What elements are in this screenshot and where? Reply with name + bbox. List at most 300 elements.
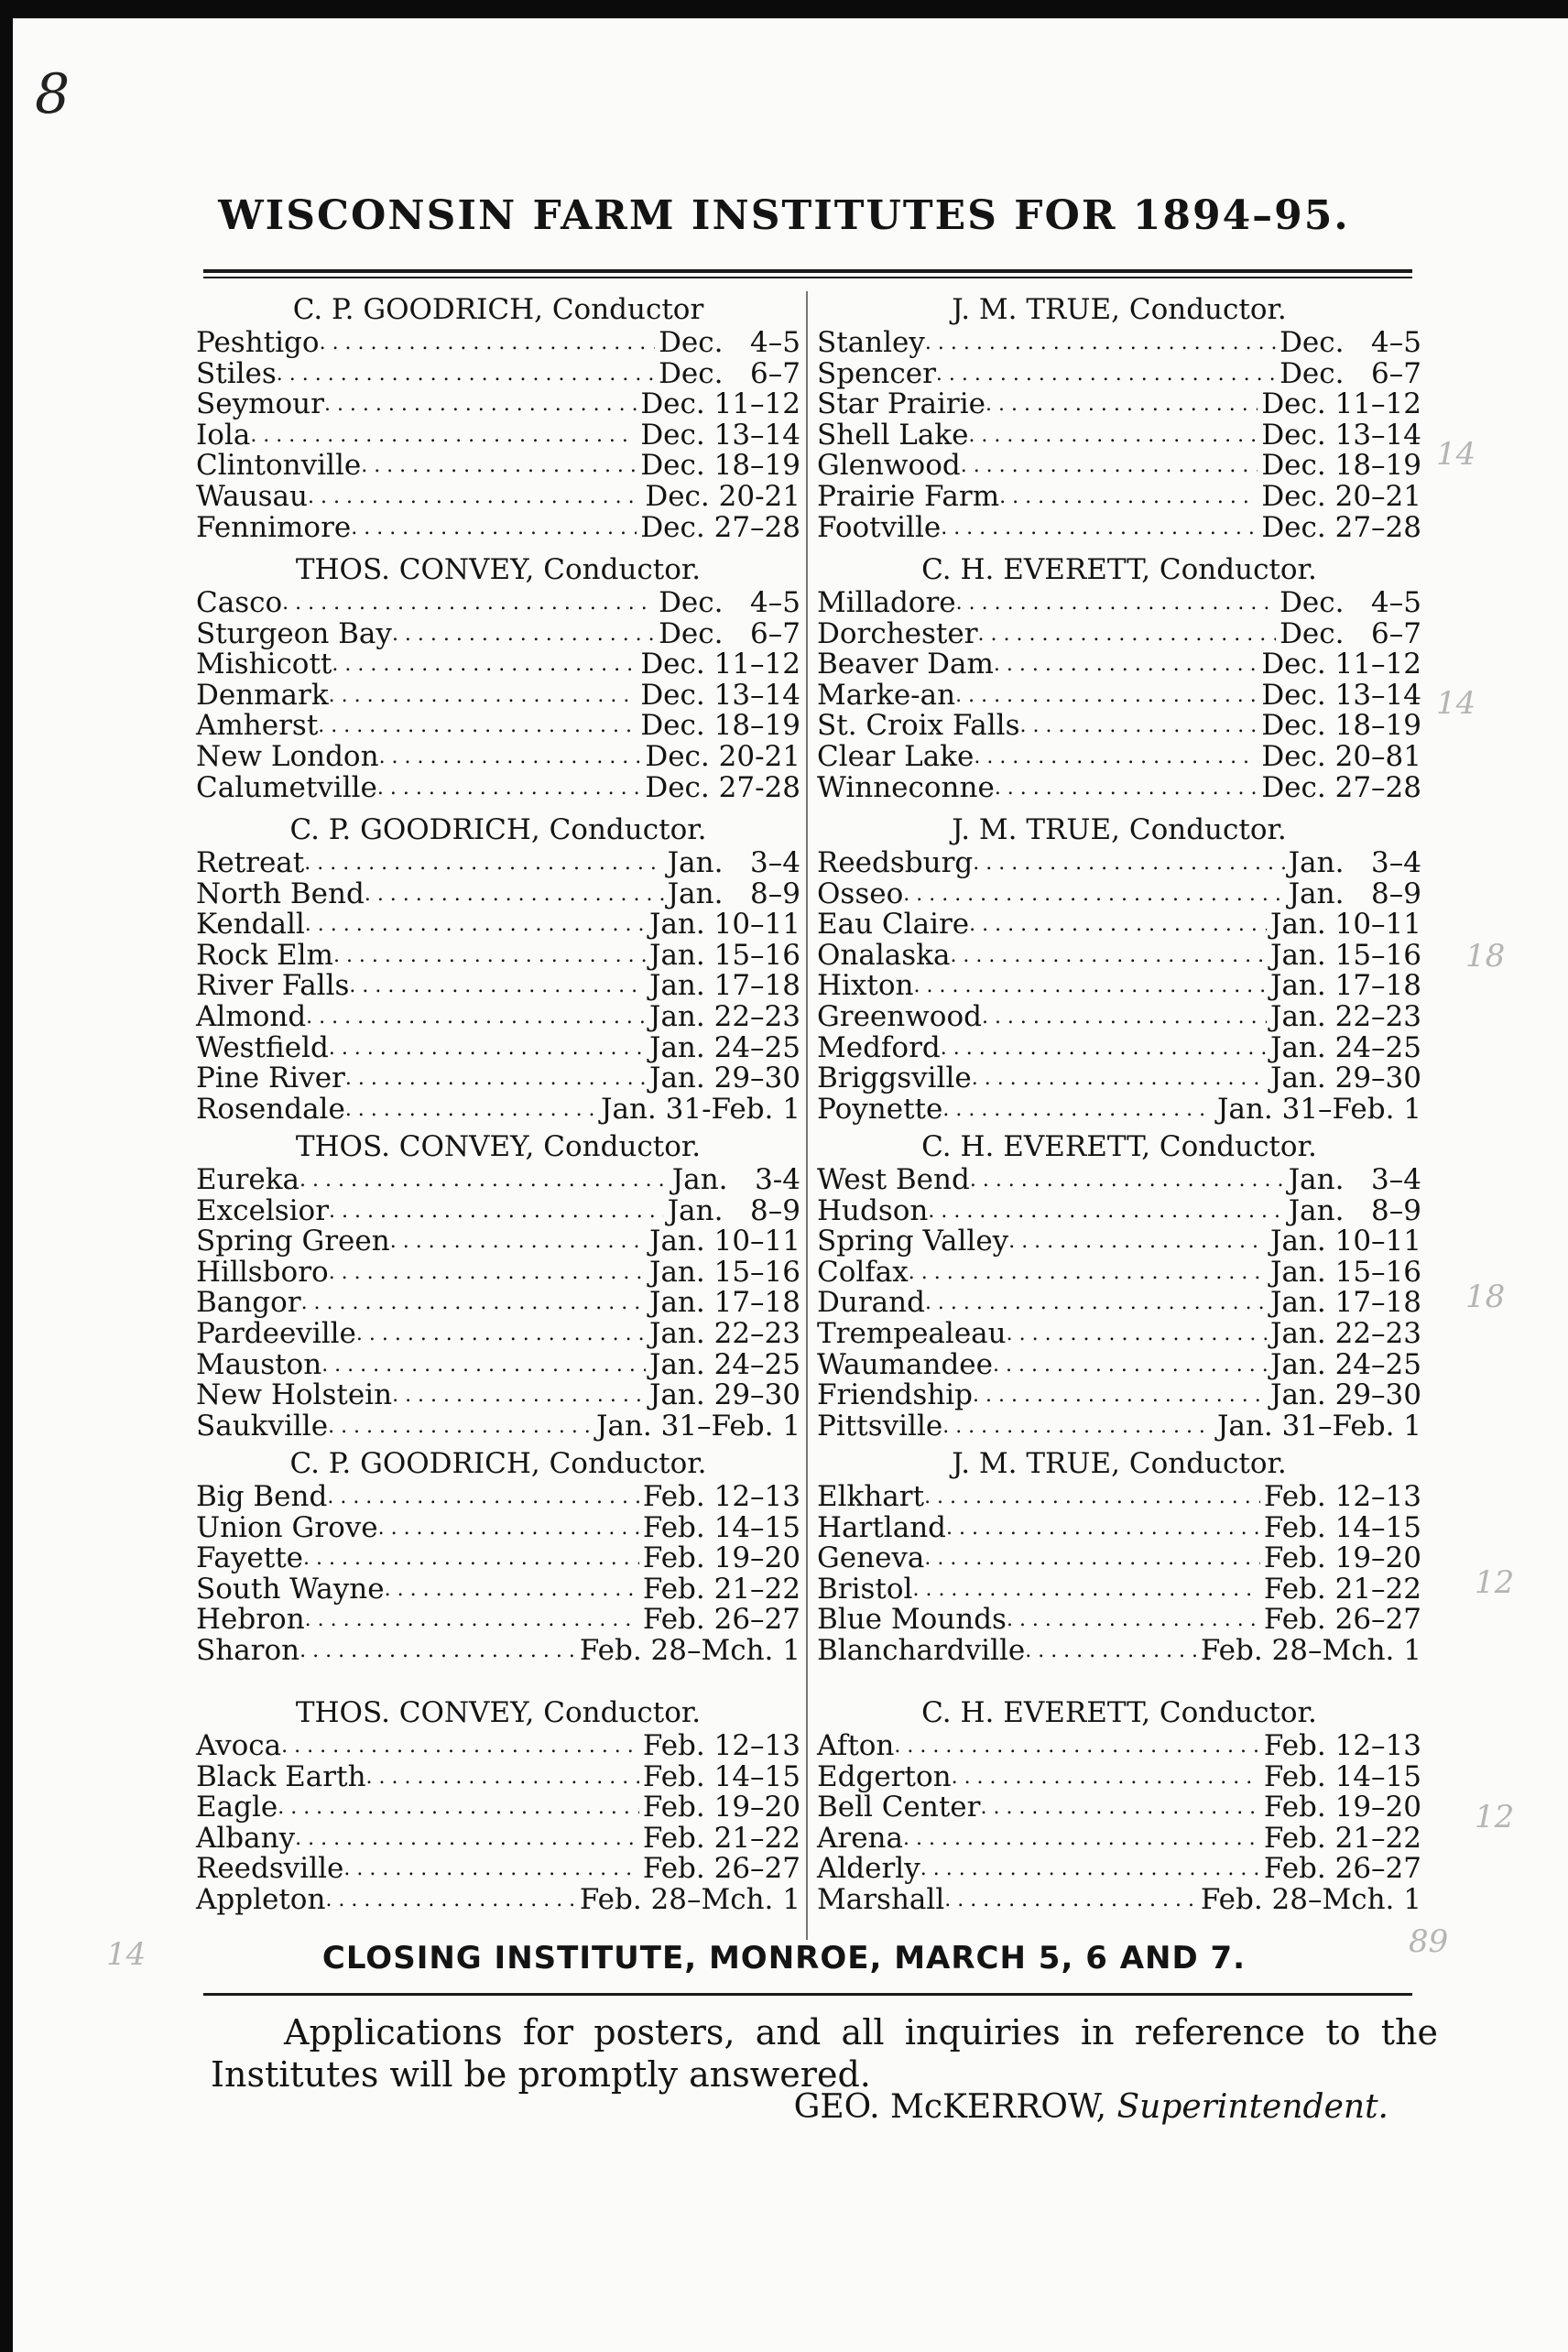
institute-dates: Jan. 17–18	[649, 1286, 800, 1320]
institute-dates: Jan. 3–4	[1288, 846, 1421, 879]
town-name: Spring Green	[196, 1225, 390, 1258]
institute-entry	[817, 616, 1421, 650]
town-name: Pine River	[196, 1062, 345, 1095]
leader-dots	[972, 1061, 1267, 1094]
top-rule-thin	[203, 277, 1412, 278]
institute-entry	[817, 879, 1421, 910]
institute-dates: Jan. 24–25	[649, 1347, 800, 1381]
town-name: Beaver Dam	[817, 648, 994, 681]
institute-dates: Feb. 19–20	[1263, 1791, 1421, 1824]
town-name: Mishicott	[196, 648, 332, 681]
town-name: Reedsville	[196, 1852, 344, 1886]
institute-dates: Jan. 8–9	[1288, 877, 1421, 910]
leader-dots	[1019, 708, 1258, 742]
leader-dots	[299, 1162, 669, 1196]
institute-dates: Dec. 13–14	[640, 418, 800, 452]
town-name: Excelsior	[196, 1193, 330, 1227]
leader-dots	[305, 1602, 639, 1636]
institute-entry	[196, 328, 800, 359]
leader-dots	[277, 356, 655, 390]
institute-dates: Jan. 15–16	[649, 938, 800, 972]
institute-entry	[817, 1854, 1421, 1885]
leader-dots	[968, 418, 1258, 452]
leader-dots	[365, 877, 664, 910]
institute-entry	[817, 1605, 1421, 1636]
institute-dates: Dec. 11–12	[1261, 648, 1421, 681]
institute-entry	[817, 356, 1421, 390]
institute-dates: Dec. 13–14	[1261, 418, 1421, 452]
right-section-0	[817, 291, 1421, 543]
institute-entry	[196, 739, 800, 773]
institute-dates: Feb. 21–22	[1263, 1821, 1421, 1855]
leader-dots	[942, 1092, 1214, 1126]
institute-dates: Jan. 31–Feb. 1	[1217, 1409, 1421, 1443]
pencil-mark: 14	[1436, 436, 1476, 473]
institute-entry	[817, 479, 1421, 513]
institute-entry	[817, 711, 1421, 742]
institute-dates: Feb. 28–Mch. 1	[579, 1633, 800, 1667]
leader-dots	[320, 325, 655, 359]
institute-dates: Dec. 4–5	[659, 326, 800, 359]
institute-entry	[817, 389, 1421, 420]
town-name: Westfield	[196, 1030, 329, 1064]
town-name: Poynette	[817, 1092, 943, 1126]
institute-dates: Jan. 8–9	[667, 1193, 800, 1227]
leader-dots	[925, 1285, 1267, 1319]
institute-entry	[817, 1792, 1421, 1824]
conductor-heading: J. M. TRUE, Conductor.	[952, 813, 1287, 846]
left-section-4	[196, 1445, 800, 1667]
town-name: Rock Elm	[196, 938, 333, 972]
institute-dates: Feb. 28–Mch. 1	[1200, 1882, 1421, 1916]
top-rule-thick	[203, 269, 1412, 273]
institute-dates: Jan. 29–30	[1270, 1062, 1421, 1095]
institute-dates: Jan. 10–11	[1270, 1225, 1421, 1258]
conductor-heading: J. M. TRUE, Conductor.	[952, 1447, 1287, 1480]
institute-entry	[196, 1094, 800, 1126]
leader-dots	[944, 1882, 1197, 1916]
town-name: Spencer	[817, 356, 936, 390]
leader-dots	[942, 1409, 1214, 1443]
institute-dates: Dec. 6–7	[1279, 616, 1421, 650]
institute-entry	[817, 1347, 1421, 1381]
institute-dates: Jan. 17–18	[1270, 969, 1421, 1003]
leader-dots	[281, 1728, 639, 1762]
signature-title: Superintendent.	[1116, 2088, 1388, 2126]
leader-dots	[303, 1541, 639, 1574]
town-name: Milladore	[817, 586, 956, 619]
town-name: Casco	[196, 586, 283, 619]
institute-dates: Jan. 15–16	[649, 1255, 800, 1289]
institute-entry	[196, 1193, 800, 1227]
leader-dots	[325, 1882, 575, 1916]
right-section-4	[817, 1445, 1421, 1667]
institute-dates: Dec. 11–12	[1261, 387, 1421, 421]
leader-dots	[952, 1759, 1260, 1793]
left-section-5	[196, 1694, 800, 1916]
leader-dots	[304, 845, 664, 879]
conductor-heading: C. H. EVERETT, Conductor.	[921, 1130, 1317, 1163]
town-name: North Bend	[196, 877, 365, 910]
town-name: Star Prairie	[817, 387, 986, 421]
institute-dates: Jan. 31–Feb. 1	[1217, 1092, 1421, 1126]
town-name: Wausau	[196, 479, 308, 513]
town-name: Colfax	[817, 1255, 909, 1289]
institute-dates: Dec. 11–12	[640, 648, 800, 681]
institute-entry	[817, 1821, 1421, 1855]
town-name: Hartland	[817, 1510, 946, 1544]
town-name: Hudson	[817, 1193, 929, 1227]
town-name: Mauston	[196, 1347, 322, 1381]
leader-dots	[345, 1061, 646, 1094]
town-name: Edgerton	[817, 1759, 952, 1793]
leader-dots	[361, 448, 637, 482]
leader-dots	[392, 1377, 646, 1411]
institute-dates: Jan. 17–18	[1270, 1286, 1421, 1320]
conductor-heading: C. H. EVERETT, Conductor.	[921, 1696, 1317, 1729]
left-section-0	[196, 291, 800, 543]
institute-entry	[196, 1821, 800, 1855]
leader-dots	[1007, 1316, 1267, 1350]
institute-entry	[196, 971, 800, 1002]
institute-dates: Dec. 27–28	[1261, 770, 1421, 804]
leader-dots	[390, 1224, 646, 1258]
institute-entry	[196, 1316, 800, 1350]
institute-entry	[196, 1792, 800, 1824]
pencil-mark: 14	[1436, 685, 1476, 722]
institute-dates: Jan. 17–18	[649, 969, 800, 1003]
town-name: Hillsboro	[196, 1255, 329, 1289]
institute-entry	[817, 1731, 1421, 1762]
town-name: Amherst	[196, 709, 319, 743]
institute-dates: Jan. 10–11	[649, 908, 800, 942]
town-name: Marke-an	[817, 678, 956, 712]
institute-entry	[817, 909, 1421, 941]
leader-dots	[295, 1821, 639, 1855]
left-section-1	[196, 551, 800, 803]
right-section-3	[817, 1128, 1421, 1442]
institute-entry	[196, 938, 800, 972]
institute-dates: Dec. 27-28	[645, 770, 800, 804]
institute-entry	[196, 711, 800, 742]
institute-entry	[196, 1226, 800, 1258]
town-name: Dorchester	[817, 616, 978, 650]
town-name: Stanley	[817, 326, 925, 359]
institute-entry	[196, 1165, 800, 1196]
leader-dots	[343, 1851, 639, 1885]
leader-dots	[924, 1541, 1259, 1574]
institute-entry	[196, 479, 800, 513]
institute-dates: Dec. 18–19	[640, 709, 800, 743]
town-name: Eureka	[196, 1163, 300, 1196]
leader-dots	[903, 877, 1285, 910]
institute-entry	[196, 1759, 800, 1793]
leader-dots	[377, 770, 641, 804]
leader-dots	[278, 1790, 639, 1824]
institute-entry	[196, 1347, 800, 1381]
leader-dots	[301, 1285, 646, 1319]
institute-entry	[196, 1574, 800, 1606]
institute-dates: Dec. 18–19	[640, 449, 800, 483]
institute-entry	[817, 1030, 1421, 1064]
town-name: Medford	[817, 1030, 941, 1064]
institute-entry	[817, 1063, 1421, 1094]
institute-dates: Feb. 14–15	[1263, 1510, 1421, 1544]
institute-entry	[817, 1510, 1421, 1544]
institute-entry	[196, 420, 800, 452]
institute-entry	[196, 510, 800, 544]
institute-entry	[196, 451, 800, 482]
leader-dots	[345, 1092, 597, 1126]
institute-dates: Dec. 4–5	[659, 586, 800, 619]
leader-dots	[306, 999, 646, 1033]
leader-dots	[903, 1821, 1260, 1855]
institute-dates: Jan. 3-4	[671, 1163, 800, 1196]
leader-dots	[366, 1759, 639, 1793]
institute-dates: Dec. 6–7	[659, 616, 800, 650]
conductor-heading: THOS. CONVEY, Conductor.	[295, 553, 702, 586]
institute-entry	[817, 1094, 1421, 1126]
institute-dates: Dec. 18–19	[1261, 709, 1421, 743]
town-name: Big Bend	[196, 1480, 328, 1513]
institute-dates: Dec. 20-21	[645, 739, 800, 773]
town-name: New London	[196, 739, 379, 773]
leader-dots	[912, 1572, 1259, 1606]
leader-dots	[995, 770, 1258, 804]
town-name: Geneva	[817, 1541, 925, 1575]
town-name: Durand	[817, 1286, 925, 1320]
institute-entry	[196, 389, 800, 420]
institute-dates: Dec. 20–81	[1261, 739, 1421, 773]
town-name: Saukville	[196, 1409, 329, 1443]
institute-dates: Jan. 10–11	[649, 1225, 800, 1258]
leader-dots	[969, 907, 1267, 941]
town-name: Almond	[196, 999, 307, 1033]
town-name: Briggsville	[817, 1062, 972, 1095]
leader-dots	[936, 356, 1276, 390]
institute-entry	[817, 1288, 1421, 1319]
institute-dates: Dec. 4–5	[1279, 326, 1421, 359]
institute-entry	[196, 1633, 800, 1667]
right-section-1	[817, 551, 1421, 803]
institute-dates: Jan. 22–23	[649, 1316, 800, 1350]
institute-entry	[196, 1255, 800, 1289]
leader-dots	[946, 1510, 1260, 1544]
town-name: Shell Lake	[817, 418, 969, 452]
leader-dots	[299, 1633, 576, 1667]
town-name: Iola	[196, 418, 251, 452]
institute-entry	[817, 739, 1421, 773]
town-name: South Wayne	[196, 1572, 385, 1606]
left-section-3	[196, 1128, 800, 1442]
institute-dates: Feb. 12–13	[642, 1729, 800, 1762]
town-name: Hixton	[817, 969, 914, 1003]
leader-dots	[950, 938, 1267, 972]
institute-entry	[196, 1380, 800, 1411]
institute-entry	[817, 848, 1421, 879]
institute-dates: Feb. 26–27	[1263, 1603, 1421, 1637]
institute-entry	[196, 1543, 800, 1574]
town-name: Afton	[817, 1729, 895, 1762]
institute-entry	[196, 999, 800, 1033]
leader-dots	[925, 325, 1276, 359]
institute-dates: Dec. 13–14	[1261, 678, 1421, 712]
institute-dates: Dec. 6–7	[1279, 356, 1421, 390]
institute-entry	[817, 1255, 1421, 1289]
institute-dates: Jan. 29–30	[649, 1062, 800, 1095]
institute-dates: Jan. 29–30	[649, 1378, 800, 1412]
conductor-heading: C. H. EVERETT, Conductor.	[921, 553, 1317, 586]
leader-dots	[978, 616, 1277, 650]
handwritten-page-number: 8	[35, 62, 71, 126]
town-name: Rosendale	[196, 1092, 345, 1126]
leader-dots	[961, 448, 1258, 482]
leader-dots	[385, 1572, 639, 1606]
institute-entry	[817, 1882, 1421, 1916]
town-name: Black Earth	[196, 1759, 366, 1793]
institute-entry	[817, 649, 1421, 681]
institute-dates: Feb. 19–20	[1263, 1541, 1421, 1575]
leader-dots	[994, 647, 1258, 681]
institute-entry	[196, 1510, 800, 1544]
leader-dots	[392, 616, 655, 650]
institute-dates: Dec. 4–5	[1279, 586, 1421, 619]
town-name: Seymour	[196, 387, 324, 421]
town-name: Greenwood	[817, 999, 982, 1033]
town-name: Marshall	[817, 1882, 945, 1916]
town-name: Waumandee	[817, 1347, 993, 1381]
institute-entry	[817, 999, 1421, 1033]
institute-entry	[817, 1226, 1421, 1258]
institute-entry	[196, 678, 800, 712]
institute-entry	[196, 1411, 800, 1443]
institute-entry	[196, 1731, 800, 1762]
pencil-mark: 12	[1475, 1564, 1515, 1601]
institute-entry	[196, 616, 800, 650]
leader-dots	[970, 1162, 1285, 1196]
institute-entry	[817, 1193, 1421, 1227]
institute-dates: Jan. 31-Feb. 1	[601, 1092, 800, 1126]
conductor-heading: C. P. GOODRICH, Conductor.	[289, 1447, 707, 1480]
institute-dates: Feb. 28–Mch. 1	[579, 1882, 800, 1916]
town-name: Friendship	[817, 1378, 974, 1412]
town-name: Pardeeville	[196, 1316, 356, 1350]
institute-entry	[817, 678, 1421, 712]
institute-entry	[817, 1759, 1421, 1793]
town-name: Winneconne	[817, 770, 995, 804]
leader-dots	[356, 1316, 646, 1350]
leader-dots	[332, 647, 637, 681]
institute-dates: Feb. 21–22	[1263, 1572, 1421, 1606]
institute-entry	[817, 1543, 1421, 1574]
town-name: Fayette	[196, 1541, 304, 1575]
leader-dots	[894, 1728, 1259, 1762]
conductor-heading: C. P. GOODRICH, Conductor	[292, 293, 704, 326]
institute-dates: Jan. 24–25	[1270, 1347, 1421, 1381]
institute-entry	[817, 1633, 1421, 1667]
leader-dots	[974, 739, 1258, 773]
town-name: Hebron	[196, 1603, 305, 1637]
leader-dots	[993, 1347, 1267, 1381]
right-section-5	[817, 1694, 1421, 1916]
institute-entry	[196, 1030, 800, 1064]
institute-dates: Jan. 3–4	[1288, 1163, 1421, 1196]
institute-dates: Feb. 12–13	[1263, 1480, 1421, 1513]
town-name: St. Croix Falls	[817, 709, 1020, 743]
institute-dates: Jan. 24–25	[1270, 1030, 1421, 1064]
institute-dates: Jan. 10–11	[1270, 908, 1421, 942]
institute-entry	[196, 649, 800, 681]
institute-entry	[196, 848, 800, 879]
town-name: New Holstein	[196, 1378, 393, 1412]
leader-dots	[973, 1377, 1267, 1411]
signature	[794, 2088, 1388, 2126]
town-name: Retreat	[196, 846, 305, 879]
leader-dots	[378, 1510, 639, 1544]
institute-dates: Jan. 8–9	[1288, 1193, 1421, 1227]
leader-dots	[1025, 1633, 1197, 1667]
town-name: Avoca	[196, 1729, 282, 1762]
leader-dots	[329, 1193, 664, 1227]
institute-dates: Feb. 26–27	[1263, 1852, 1421, 1886]
town-name: Elkhart	[817, 1480, 925, 1513]
institute-dates: Jan. 15–16	[1270, 1255, 1421, 1289]
town-name: Prairie Farm	[817, 479, 1000, 513]
institute-entry	[196, 770, 800, 804]
pencil-mark: 89	[1409, 1923, 1449, 1960]
institute-entry	[196, 1882, 800, 1916]
leader-dots	[321, 1347, 646, 1381]
leader-dots	[329, 678, 637, 712]
institute-dates: Dec. 13–14	[640, 678, 800, 712]
leader-dots	[924, 1479, 1260, 1513]
town-name: Bell Center	[817, 1791, 981, 1824]
leader-dots	[349, 968, 646, 1002]
town-name: Osseo	[817, 877, 904, 910]
bottom-rule	[203, 1993, 1412, 1996]
leader-dots	[308, 479, 641, 513]
leader-dots	[941, 1030, 1267, 1064]
leader-dots	[999, 479, 1258, 513]
conductor-heading: THOS. CONVEY, Conductor.	[295, 1130, 702, 1163]
institute-entry	[817, 1380, 1421, 1411]
institute-dates: Feb. 21–22	[642, 1821, 800, 1855]
institute-dates: Feb. 19–20	[642, 1541, 800, 1575]
leader-dots	[920, 1851, 1260, 1885]
town-name: Calumetville	[196, 770, 377, 804]
institute-entry	[817, 1574, 1421, 1606]
town-name: Eau Claire	[817, 908, 970, 942]
leader-dots	[941, 510, 1258, 544]
town-name: Alderly	[817, 1852, 920, 1886]
institute-entry	[817, 971, 1421, 1002]
institute-dates: Jan. 8–9	[667, 877, 800, 910]
conductor-heading: C. P. GOODRICH, Conductor.	[289, 813, 707, 846]
institute-dates: Feb. 19–20	[642, 1791, 800, 1824]
leader-dots	[250, 418, 637, 452]
leader-dots	[914, 968, 1267, 1002]
institute-dates: Feb. 14–15	[642, 1759, 800, 1793]
conductor-heading: THOS. CONVEY, Conductor.	[295, 1696, 702, 1729]
institute-dates: Feb. 21–22	[642, 1572, 800, 1606]
institute-entry	[817, 510, 1421, 544]
institute-dates: Jan. 15–16	[1270, 938, 1421, 972]
signature-name: GEO. McKERROW,	[793, 2088, 1107, 2126]
institute-entry	[817, 420, 1421, 452]
town-name: Bangor	[196, 1286, 301, 1320]
institute-dates: Dec. 11–12	[640, 387, 800, 421]
institute-dates: Jan. 22–23	[1270, 1316, 1421, 1350]
